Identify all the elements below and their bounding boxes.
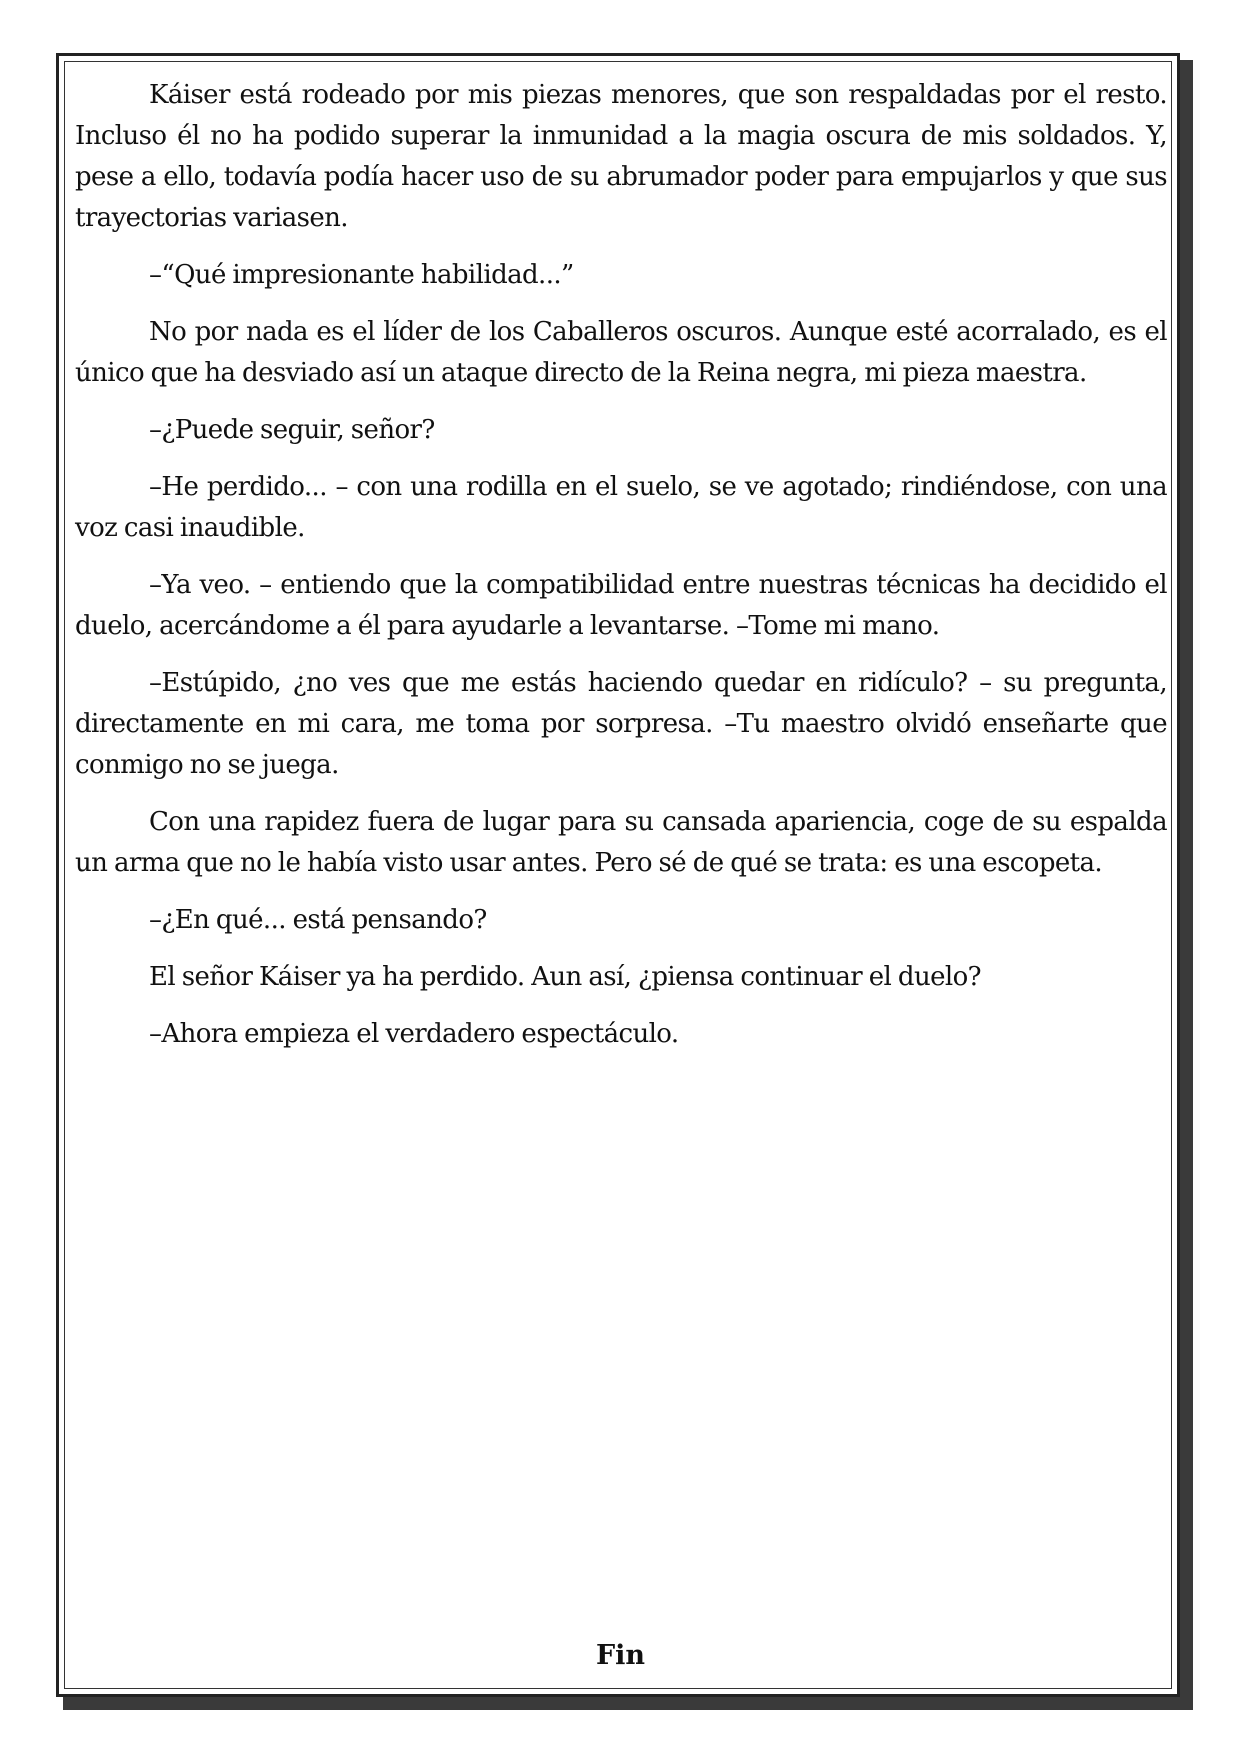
paragraph: –¿En qué... está pensando? [149, 905, 487, 935]
paragraph: No por nada es el líder de los Caballeros oscuros. Aunque esté acorralado, es el único que ha desviado así un ataque directo de la Reina negra, mi pieza maestra. [75, 317, 1167, 388]
paragraph: Káiser está rodeado por mis piezas menores, que son respaldadas por el resto. Incluso él no ha podido superar la inmunidad a la magia oscura de mis soldados. Y, pese a ello, todavía podía hacer uso de su abrumador poder para empujarlos y que sus trayectorias variasen. [75, 80, 1167, 233]
paragraph: El señor Káiser ya ha perdido. Aun así, ¿piensa continuar el duelo? [149, 962, 982, 992]
body-text [75, 75, 1167, 1071]
paragraph: Con una rapidez fuera de lugar para su cansada apariencia, coge de su espalda un arma que no le había visto usar antes. Pero sé de qué se trata: es una escopeta. [75, 807, 1167, 878]
paragraph: –Ahora empieza el verdadero espectáculo. [149, 1019, 679, 1049]
paragraph: –“Qué impresionante habilidad...” [149, 260, 574, 290]
paragraph: –He perdido... – con una rodilla en el suelo, se ve agotado; rindiéndose, con una voz casi inaudible. [75, 472, 1167, 543]
paragraph: –Ya veo. – entiendo que la compatibilidad entre nuestras técnicas ha decidido el duelo, acercándome a él para ayudarle a levantarse. –Tome mi mano. [75, 570, 1167, 641]
paragraph: –Estúpido, ¿no ves que me estás haciendo quedar en ridículo? – su pregunta, directamente en mi cara, me toma por sorpresa. –Tu maestro olvidó enseñarte que conmigo no se juega. [75, 668, 1167, 780]
page-footer-fin: Fin [595, 1640, 646, 1671]
paragraph: –¿Puede seguir, señor? [149, 415, 435, 445]
